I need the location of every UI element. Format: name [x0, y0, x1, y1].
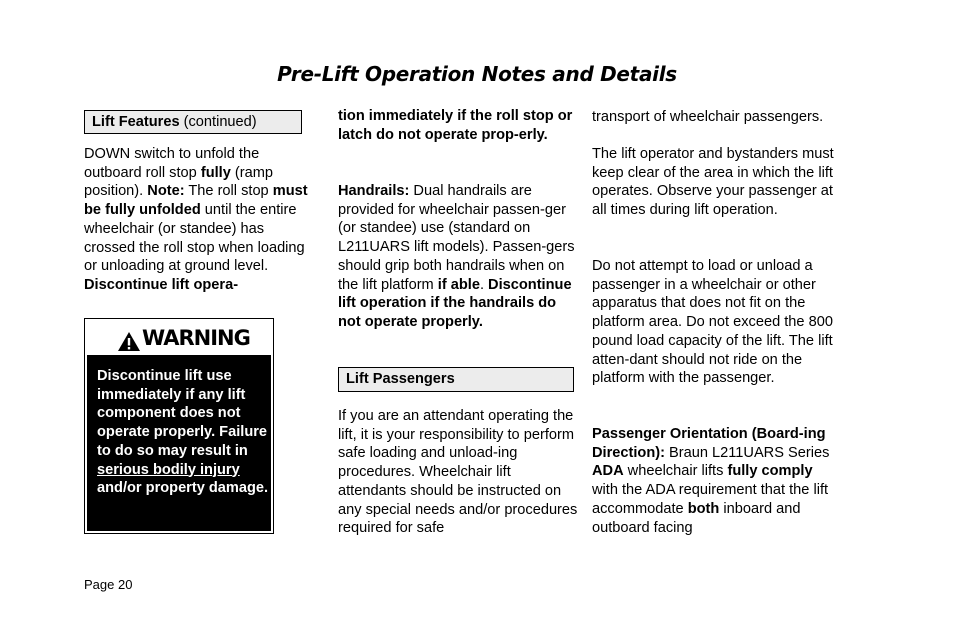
text-run: (ramp position). — [84, 164, 273, 200]
handrails-paragraph — [338, 182, 578, 332]
text-run: . — [479, 276, 489, 293]
underlined-text: serious bodily injury — [97, 461, 240, 478]
section-header-rest: (continued) — [179, 114, 257, 130]
bold-text: Discontinue lift opera- — [84, 276, 239, 293]
warning-triangle-icon — [117, 331, 141, 352]
text-run: transport of wheelchair passengers. — [592, 109, 824, 125]
text-run: Discontinue lift use immediately if any lift component does not operate properly. Failure to do so may result in — [97, 368, 268, 459]
warning-box — [84, 318, 274, 534]
warning-text — [87, 355, 271, 531]
text-run: with the ADA requirement that the lift accommodate — [592, 482, 829, 517]
warning-label: WARNING — [142, 326, 250, 350]
text-run: Do not attempt to load or unload a passenger in a wheelchair or other apparatus that does not fit on the platform area. Do not exceed the 800 pound load capacity of the lift. The lift atten-dant should not ride on the platform with the passenger. — [592, 258, 833, 387]
section-header-lift-passengers: Lift Passengers — [338, 367, 574, 392]
bold-text: fully comply — [727, 463, 813, 480]
paragraph — [338, 407, 578, 538]
bold-text: Handrails: — [338, 183, 410, 199]
section-header-bold: Lift Features — [92, 114, 180, 130]
bold-text: Passenger Orientation (Board-ing Direction): — [592, 426, 826, 461]
bold-text: if able — [437, 276, 480, 293]
text-run: The roll stop — [184, 183, 273, 200]
passenger-orientation-paragraph — [592, 425, 837, 537]
paragraph — [592, 145, 837, 220]
paragraph — [592, 108, 837, 127]
text-run: until the entire wheelchair (or standee) has crossed the roll stop when loading or unloading at ground level. — [84, 202, 305, 275]
text-run: If you are an attendant operating the lift, it is your responsibility to perform safe loading and unload-ing procedures. Wheelchair lift attendants should be instructed on any special needs and/or procedures required for safe — [338, 408, 578, 537]
text-run: wheelchair lifts — [623, 463, 728, 480]
text-run: inboard and outboard facing — [592, 500, 801, 536]
bold-text: ADA — [592, 463, 624, 480]
text-run: Braun L211UARS Series — [664, 444, 830, 461]
bold-text: must be fully unfolded — [84, 183, 308, 219]
text-run: The lift operator and bystanders must keep clear of the area in which the lift operates. Observe your passenger at all times during lift operation. — [592, 146, 834, 219]
page-title: Pre-Lift Operation Notes and Details — [277, 62, 677, 86]
bold-text: tion immediately if the roll stop or latch do not operate prop-erly. — [338, 108, 573, 143]
paragraph — [84, 145, 316, 295]
warning-header — [87, 321, 271, 355]
text-run: Dual handrails are provided for wheelchair passen-ger (or standee) use (standard on L211UARS lift models). Passen-gers should grip both handrails when on the lift platform — [338, 183, 575, 293]
paragraph — [592, 257, 837, 388]
bold-text: Discontinue lift operation if the handrails do not operate properly. — [338, 276, 572, 330]
bold-text: both — [687, 500, 720, 517]
bold-text: Note: — [147, 183, 185, 200]
page-number: Page 20 — [84, 577, 133, 592]
section-header-lift-features — [84, 110, 302, 134]
paragraph — [338, 107, 578, 144]
bold-text: fully — [200, 164, 231, 181]
text-run: and/or property damage. — [97, 480, 269, 497]
text-run: DOWN switch to unfold the outboard roll stop — [84, 146, 260, 181]
